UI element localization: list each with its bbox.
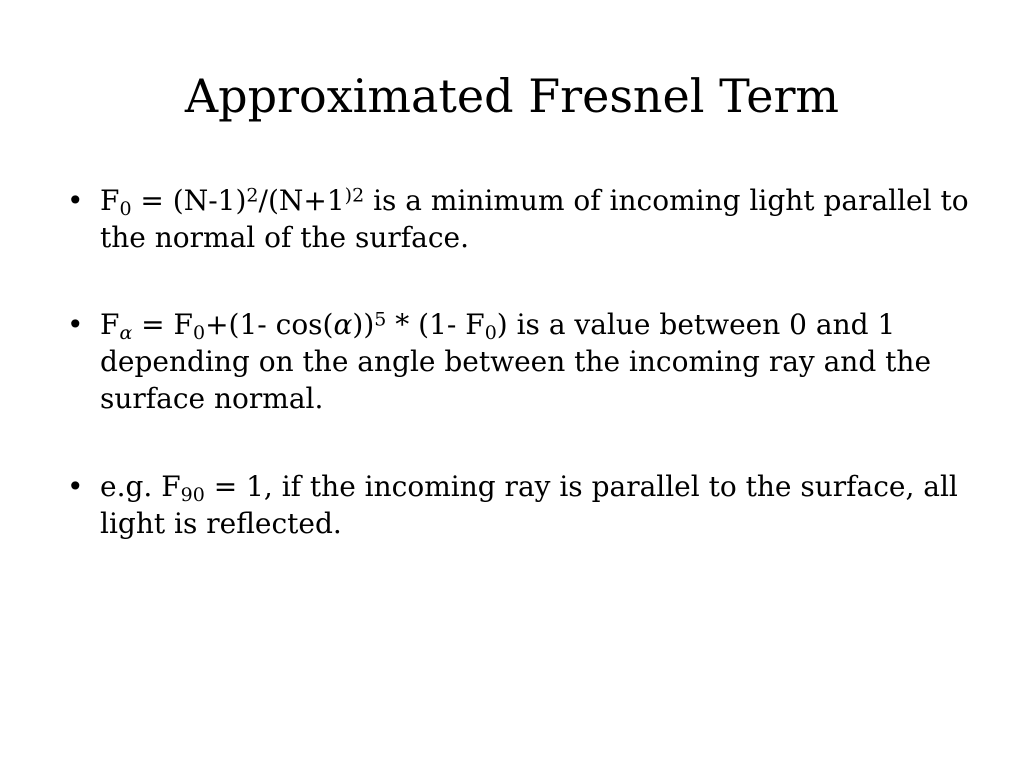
bullet-text: F (100, 308, 120, 341)
subscript: 0 (119, 197, 132, 220)
bullet-item-fresnel-falpha (67, 306, 980, 417)
subscript: 0 (192, 321, 206, 344)
bullet-text: )) (352, 308, 375, 341)
bullet-marker: • (67, 308, 84, 341)
bullet-text: ) is a value between 0 and 1 depending on the angle between the incoming ray and the surface normal. (100, 308, 932, 415)
subscript (119, 322, 132, 344)
superscript: 2 (246, 184, 259, 207)
bullet-text: = (N-1) (131, 184, 247, 217)
bullet-text: is a minimum of incoming light parallel to the normal of the surface. (100, 184, 969, 254)
bullet-text: = 1, if the incoming ray is parallel to the surface, all light is reflected. (100, 470, 958, 540)
alpha-symbol: α (333, 308, 353, 341)
superscript: )2 (344, 184, 365, 207)
bullet-text: F (100, 184, 120, 217)
bullet-text: +(1- cos( (205, 308, 334, 341)
alpha-symbol: α (119, 321, 133, 344)
bullet-item-example-f90 (67, 468, 980, 542)
bullet-text: e.g. F (100, 470, 181, 503)
subscript: 90 (180, 483, 205, 506)
bullet-text: = F (132, 308, 193, 341)
bullet-marker: • (67, 470, 84, 503)
bullet-list (67, 182, 980, 542)
bullet-marker: • (67, 184, 84, 217)
superscript: 5 (374, 308, 387, 331)
bullet-text: /(N+1 (258, 184, 345, 217)
bullet-item-fresnel-f0 (67, 182, 980, 256)
slide-title: Approximated Fresnel Term (184, 69, 840, 123)
bullet-text: * (1- F (386, 308, 485, 341)
subscript: 0 (484, 321, 497, 344)
